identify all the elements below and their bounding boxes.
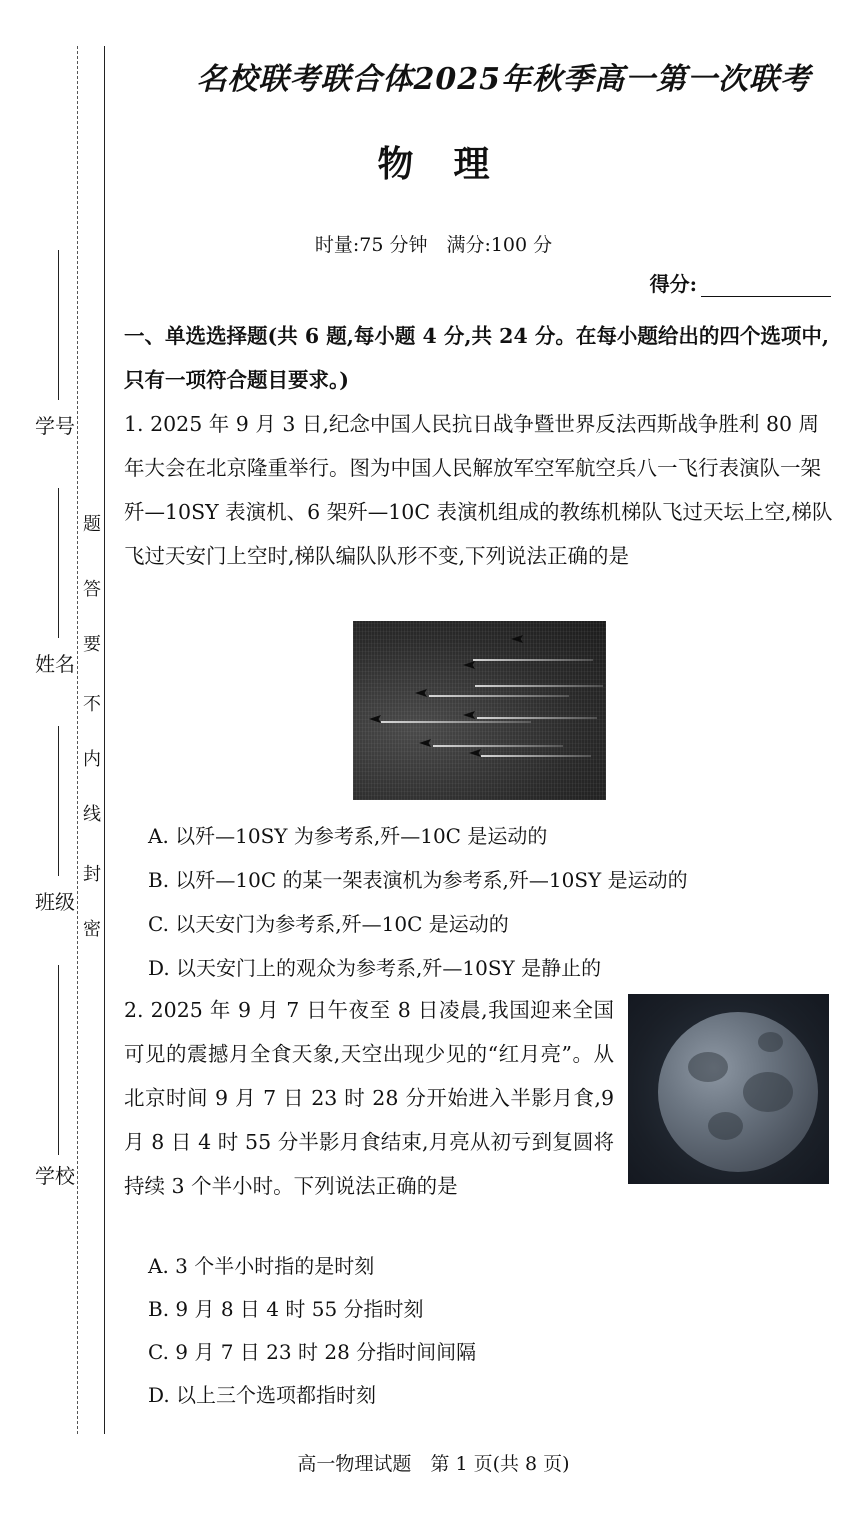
name-label: 姓名 (35, 652, 75, 676)
seal-char: 线 (83, 804, 101, 825)
q2-option-b: B. 9 月 8 日 4 时 55 分指时刻 (148, 1297, 424, 1321)
q1-option-a: A. 以歼—10SY 为参考系,歼—10C 是运动的 (148, 824, 548, 848)
q2-option-c: C. 9 月 7 日 23 时 28 分指时间间隔 (148, 1340, 477, 1364)
seal-char: 内 (83, 749, 101, 770)
student-id-label: 学号 (35, 414, 75, 438)
lunar-eclipse-photo-icon (628, 994, 829, 1184)
page-footer: 高一物理试题 第 1 页(共 8 页) (297, 1453, 570, 1475)
q2-option-d: D. 以上三个选项都指时刻 (148, 1383, 377, 1407)
score-blank (701, 276, 831, 297)
exam-series-title: 名校联考联合体2025年秋季高一第一次联考 (196, 62, 811, 97)
subject-title: 物理 (377, 143, 530, 185)
seal-char: 题 (83, 514, 101, 535)
seal-char: 要 (83, 634, 101, 655)
score-label: 得分: (649, 272, 697, 296)
seal-char: 答 (83, 579, 101, 600)
seal-char: 封 (83, 864, 101, 885)
q1-option-c: C. 以天安门为参考系,歼—10C 是运动的 (148, 912, 509, 936)
section-heading: 一、单选选择题(共 6 题,每小题 4 分,共 24 分。在每小题给出的四个选项中,只有一项符合题目要求。) (124, 324, 829, 392)
school-blank (58, 965, 59, 1155)
fighter-formation-photo-icon (353, 621, 606, 800)
q1-option-b: B. 以歼—10C 的某一架表演机为参考系,歼—10SY 是运动的 (148, 868, 688, 892)
seal-char: 不 (83, 694, 101, 715)
class-blank (58, 726, 59, 876)
question-2-stem: 2. 2025 年 9 月 7 日午夜至 8 日凌晨,我国迎来全国可见的震撼月全食天象,天空出现少见的“红月亮”。从北京时间 9 月 7 日 23 时 28 分开始进入半影月食,9 月 8 日 4 时 55 分半影月食结束,月亮从初亏到复圆将持续 3 个半小时。下列说法正确的是 (124, 998, 614, 1198)
student-id-blank (58, 250, 59, 400)
q2-option-a: A. 3 个半小时指的是时刻 (148, 1254, 375, 1278)
seal-char: 密 (83, 919, 101, 940)
class-label: 班级 (35, 890, 75, 914)
time-info: 时量:75 分钟 满分:100 分 (314, 234, 553, 256)
name-blank (58, 488, 59, 638)
school-label: 学校 (35, 1164, 75, 1188)
question-1-stem: 1. 2025 年 9 月 3 日,纪念中国人民抗日战争暨世界反法西斯战争胜利 80 周年大会在北京隆重举行。图为中国人民解放军空军航空兵八一飞行表演队一架歼—10SY 表演机、6 架歼—10C 表演机组成的教练机梯队飞过天坛上空,梯队飞过天安门上空时,梯队编队队形不变,下列说法正确的是 (124, 412, 833, 568)
q1-option-d: D. 以天安门上的观众为参考系,歼—10SY 是静止的 (148, 956, 602, 980)
score-field (650, 268, 831, 297)
